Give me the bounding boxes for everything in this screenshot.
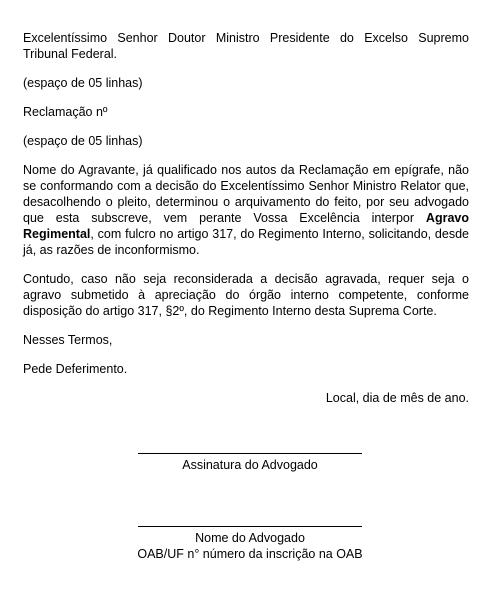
signature-line-2: [138, 526, 362, 527]
signature-block-1: [0, 453, 500, 473]
body-paragraph-1-start: Nome do Agravante, já qualificado nos autos da Reclamação em epígrafe, não se conformando com a decisão do Excelentíssimo Senhor Ministro Relator que, desacolhendo o pleito, determinou o arquivamento do feito, por seu advogado que esta subscreve, vem perante Vossa Excelência interpor: [23, 163, 469, 225]
body-paragraph-1: [23, 162, 469, 258]
closing-nesses-termos: Nesses Termos,: [23, 333, 113, 347]
addressee-line: Excelentíssimo Senhor Doutor Ministro Presidente do Excelso Supremo Tribunal Federal.: [23, 31, 469, 61]
signature-name-advogado: Nome do Advogado: [195, 531, 305, 545]
space-note-1: (espaço de 05 linhas): [23, 76, 143, 90]
body-paragraph-1-end: , com fulcro no artigo 317, do Regimento Interno, solicitando, desde já, as razões de inconformismo.: [23, 227, 469, 257]
place-date-line: Local, dia de mês de ano.: [325, 391, 469, 405]
signature-line-1: [138, 453, 362, 454]
body-paragraph-2: Contudo, caso não seja reconsiderada a decisão agravada, requer seja o agravo submetido à apreciação do órgão interno competente, conforme disposição do artigo 317, §2º, do Regimento Interno desta Suprema Corte.: [23, 272, 469, 318]
signature-label-advogado: Assinatura do Advogado: [182, 458, 318, 472]
signature-oab-line: OAB/UF n° número da inscrição na OAB: [137, 547, 363, 561]
document-page: [23, 30, 469, 406]
signature-block-2: [0, 526, 500, 562]
closing-pede-deferimento: Pede Deferimento.: [23, 362, 128, 376]
agravo-regimental-bold: Agravo Regimental: [23, 211, 469, 241]
reference-line: Reclamação nº: [23, 105, 108, 119]
space-note-2: (espaço de 05 linhas): [23, 134, 143, 148]
